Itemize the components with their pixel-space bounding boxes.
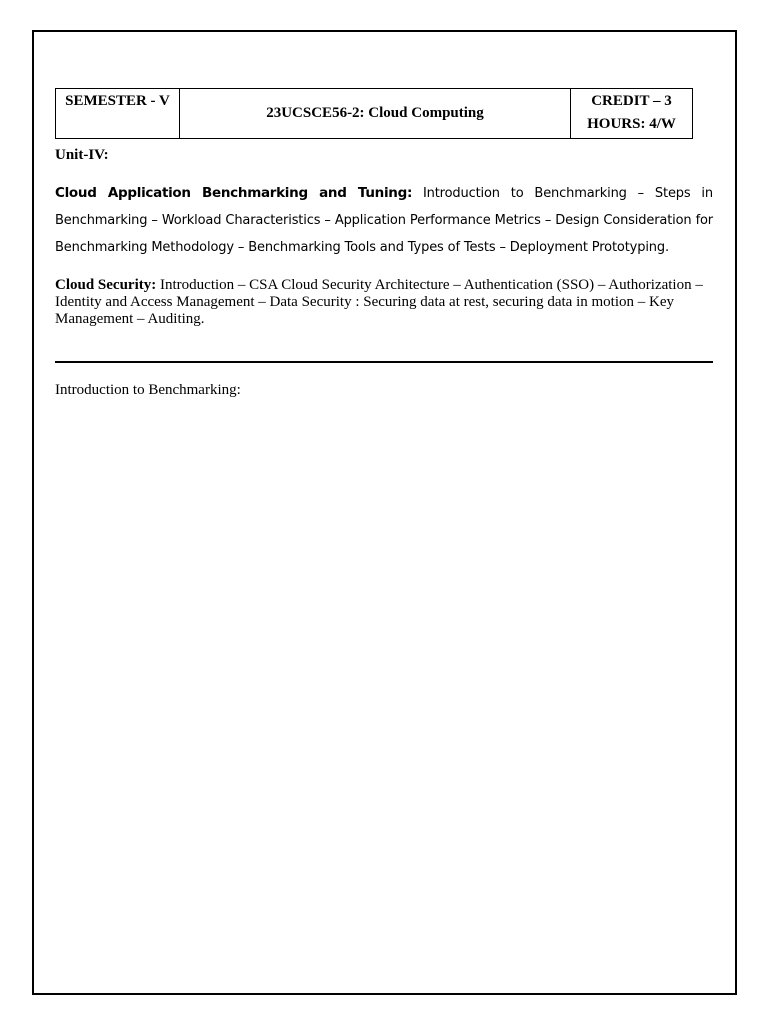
section-divider xyxy=(55,361,713,363)
benchmarking-topic-title: Cloud Application Benchmarking and Tuning: xyxy=(55,185,413,201)
credit-label: CREDIT – 3 xyxy=(591,93,672,109)
hours-label: HOURS: 4/W xyxy=(587,116,676,132)
security-topic-content: Introduction – CSA Cloud Security Architecture – Authentication (SSO) – Authorization – Identity and Access Management – Data Security : Securing data at rest, securing data in motion – Key Management – Auditing. xyxy=(55,277,703,327)
benchmarking-topic-content: Introduction to Benchmarking – Steps in Benchmarking – Workload Characteristics – Application Performance Metrics – Design Consideration for Benchmarking Methodology – Benchmarking Tools and Types of Tests – Deployment Prototyping. xyxy=(55,186,713,255)
benchmarking-syllabus-paragraph xyxy=(55,180,713,261)
semester-cell xyxy=(56,89,180,139)
page-border xyxy=(32,30,737,995)
course-header-table xyxy=(55,88,693,139)
credit-hours-cell xyxy=(571,89,693,139)
semester-label: SEMESTER - V xyxy=(65,93,170,109)
header-row xyxy=(56,89,693,139)
course-title-cell xyxy=(180,89,571,139)
security-syllabus-paragraph xyxy=(55,277,715,328)
security-topic-title: Cloud Security: xyxy=(55,277,157,293)
unit-heading: Unit-IV: xyxy=(55,147,109,163)
section-heading: Introduction to Benchmarking: xyxy=(55,382,241,398)
course-title: 23UCSCE56-2: Cloud Computing xyxy=(266,105,484,121)
